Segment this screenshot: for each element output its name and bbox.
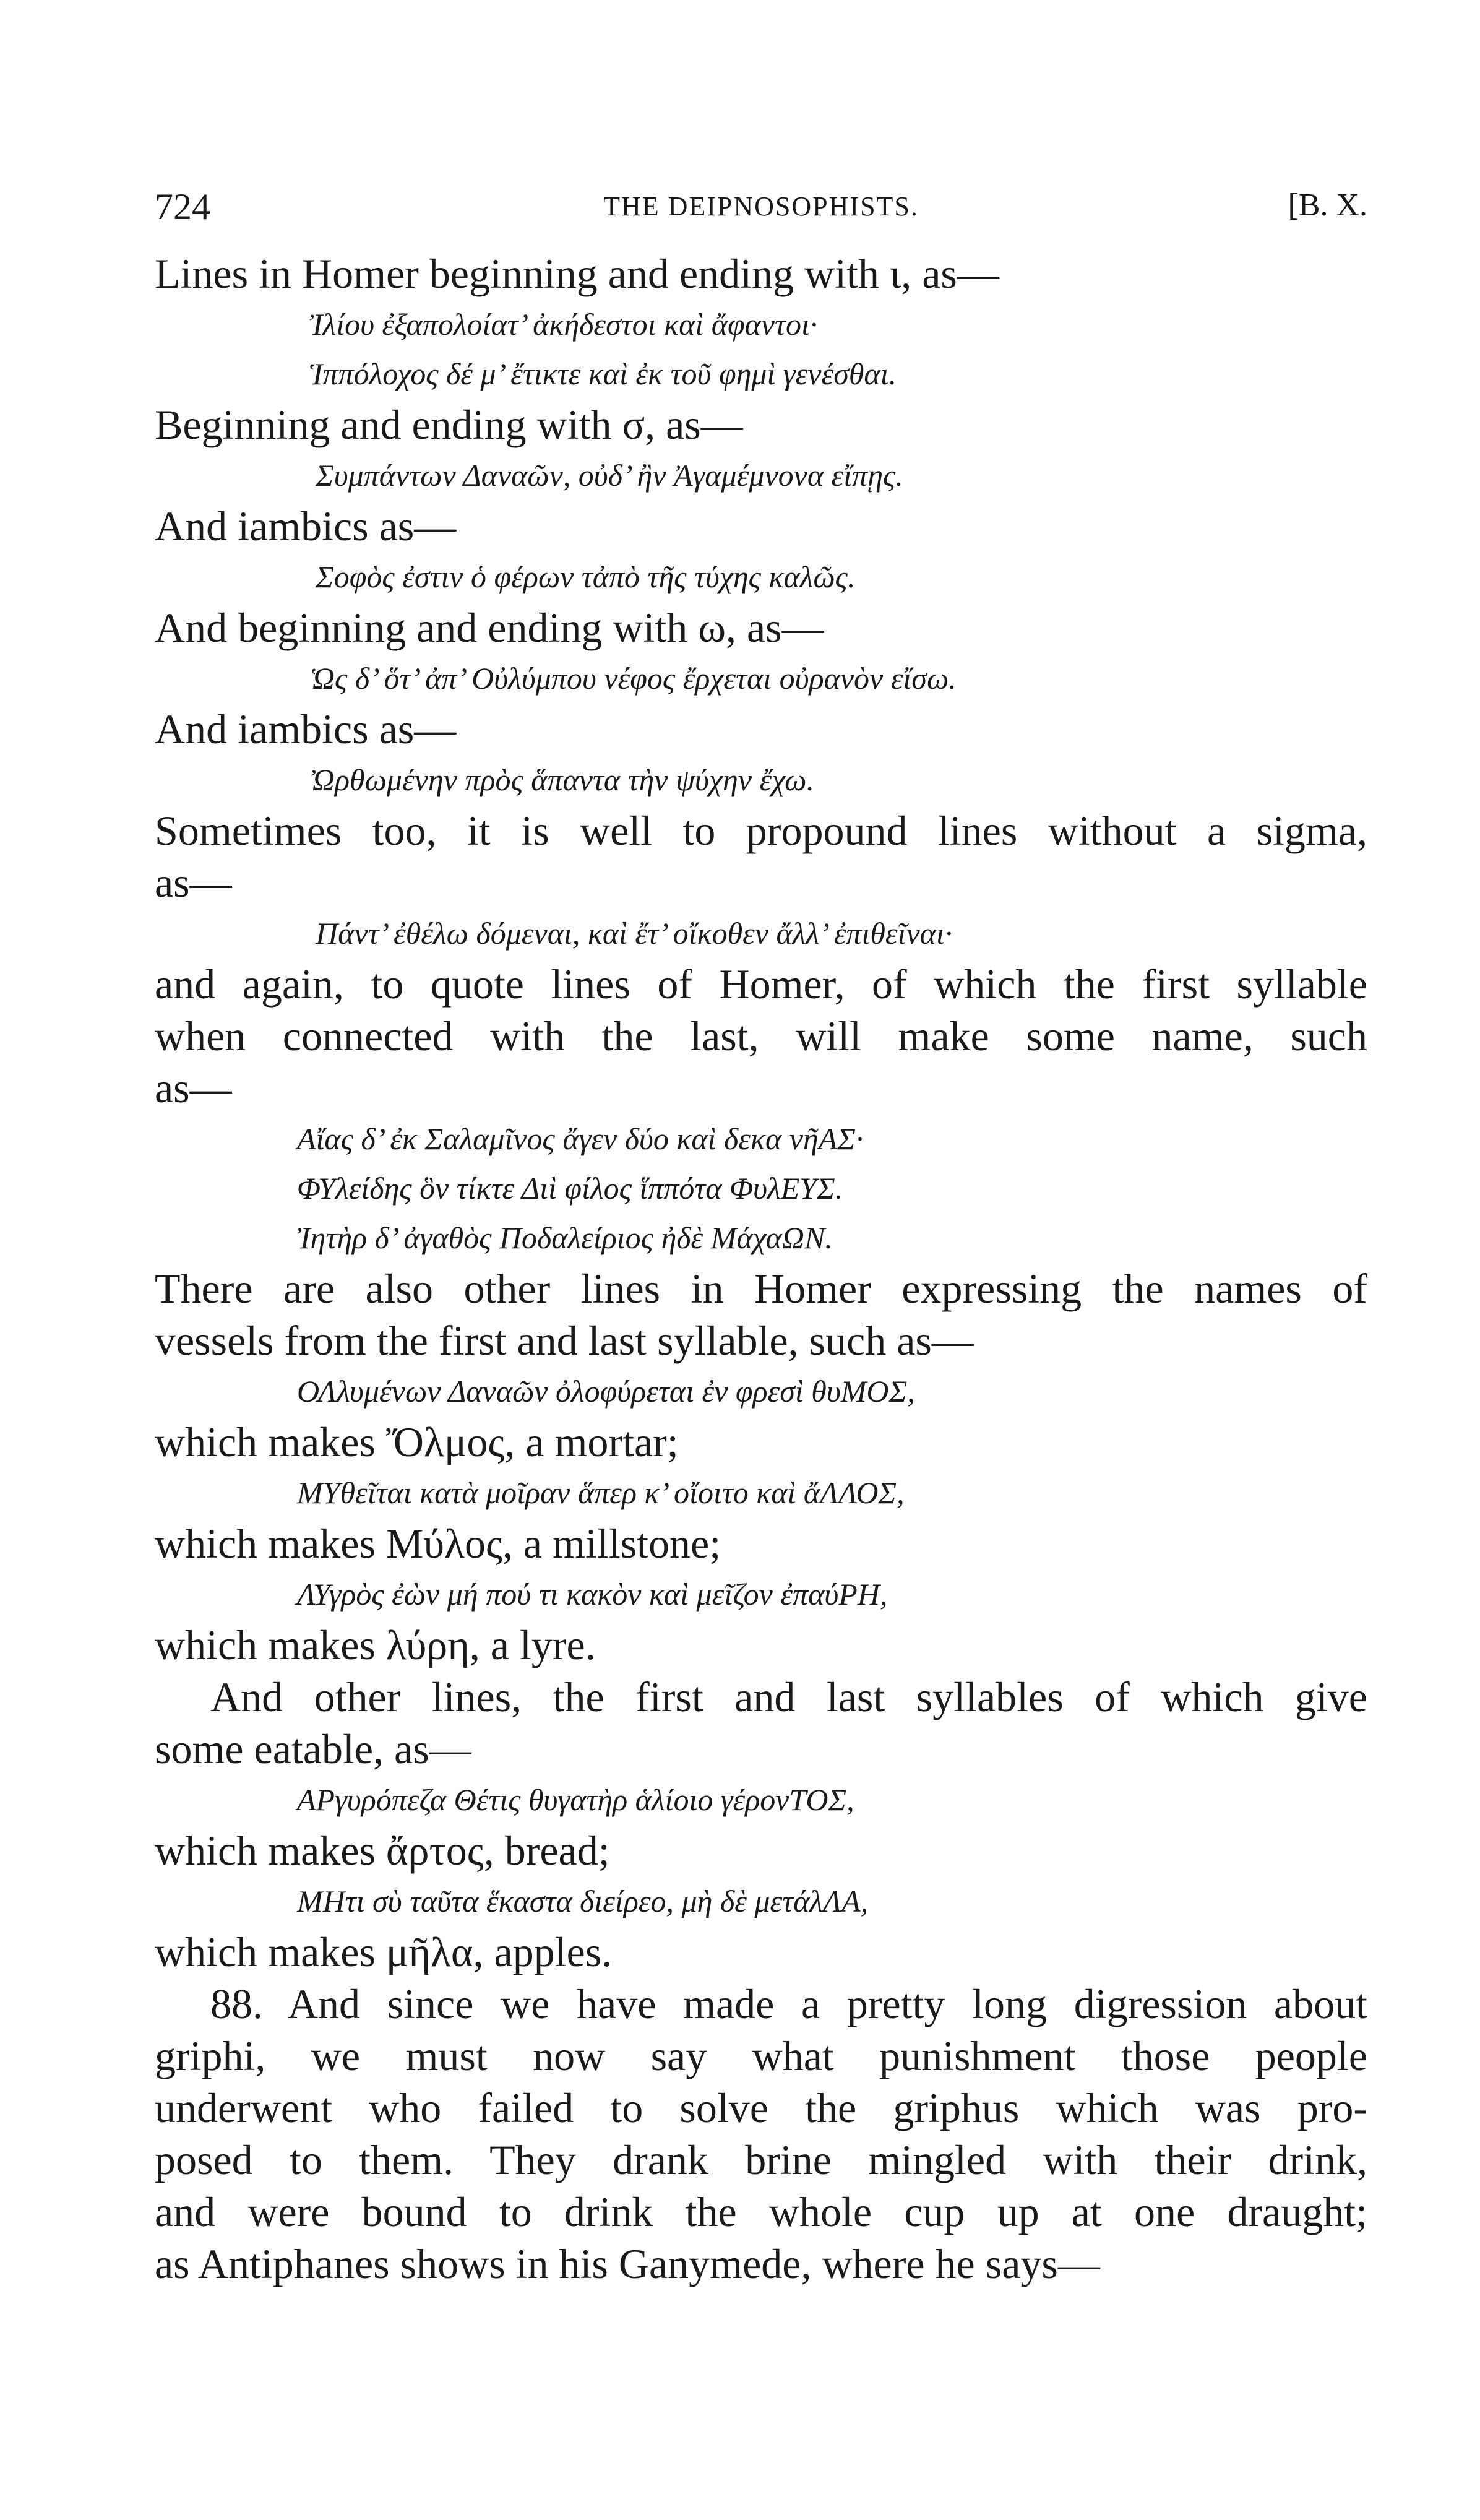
text-line: which makes μῆλα, apples. bbox=[155, 1928, 613, 1975]
text-line: posed to them. They drank brine mingled with their drink, bbox=[155, 2136, 1367, 2183]
page-header bbox=[155, 186, 1367, 248]
text-line: some eatable, as— bbox=[155, 1725, 471, 1772]
text-line: as Antiphanes shows in his Ganymede, where he says— bbox=[155, 2240, 1100, 2287]
greek-quote: Σοφὸς ἐστιν ὁ φέρων τἀπὸ τῆς τύχης καλῶς. bbox=[316, 559, 856, 594]
text-line: and were bound to drink the whole cup up at one draught; bbox=[155, 2188, 1367, 2235]
text-line: Sometimes too, it is well to propound lines without a sigma, bbox=[155, 807, 1367, 854]
section-marker: [B. X. bbox=[1288, 188, 1367, 223]
text-line: underwent who failed to solve the griphus which was pro- bbox=[155, 2084, 1367, 2131]
text-line: and again, to quote lines of Homer, of which the first syllable bbox=[155, 960, 1367, 1008]
text-line: vessels from the first and last syllable, such as— bbox=[155, 1317, 974, 1364]
text-line: as— bbox=[155, 1064, 232, 1111]
greek-quote: Συμπάντων Δαναῶν, οὐδ’ ἢν Ἀγαμέμνονα εἴπῃς. bbox=[316, 458, 903, 493]
greek-quote: ΜΥθεῖται κατὰ μοῖραν ἅπερ κ’ οἴοιτο καὶ ἄΛΛΟΣ, bbox=[297, 1475, 905, 1510]
text-line: Beginning and ending with σ, as— bbox=[155, 401, 743, 448]
text-line: when connected with the last, will make some name, such bbox=[155, 1012, 1367, 1059]
greek-quote: Πάντ’ ἐθέλω δόμεναι, καὶ ἔτ’ οἴκοθεν ἄλλ’ ἐπιθεῖναι· bbox=[316, 916, 953, 951]
greek-quote: ΟΛλυμένων Δαναῶν ὀλοφύρεται ἐν φρεσὶ θυΜΟΣ, bbox=[297, 1374, 915, 1409]
text-line: which makes Ὄλμος, a mortar; bbox=[155, 1418, 679, 1465]
running-title: THE DEIPNOSOPHISTS. bbox=[603, 191, 919, 222]
text-line: 88. And since we have made a pretty long digression about bbox=[210, 1980, 1367, 2027]
greek-quote: Ἰλίου ἐξαπολοίατ’ ἀκήδεστοι καὶ ἄφαντοι· bbox=[309, 307, 818, 342]
greek-quote: Αἴας δ’ ἐκ Σαλαμῖνος ἄγεν δύο καὶ δεκα νῆΑΣ· bbox=[297, 1121, 864, 1156]
greek-quote: Ἰητὴρ δ’ ἀγαθὸς Ποδαλείριος ἠδὲ ΜάχαΩΝ. bbox=[297, 1220, 833, 1255]
text-line: which makes ἄρτος, bread; bbox=[155, 1827, 610, 1874]
text-line: And beginning and ending with ω, as— bbox=[155, 604, 824, 651]
greek-quote: ΜΗτι σὺ ταῦτα ἕκαστα διείρεο, μὴ δὲ μετάλΛΑ, bbox=[297, 1884, 869, 1918]
text-line: which makes λύρη, a lyre. bbox=[155, 1621, 596, 1668]
greek-quote: Ὠρθωμένην πρὸς ἅπαντα τὴν ψύχην ἔχω. bbox=[309, 762, 814, 797]
greek-quote: ΛΥγρὸς ἐὼν μή πού τι κακὸν καὶ μεῖζον ἐπαύΡΗ, bbox=[297, 1577, 888, 1612]
page-number: 724 bbox=[155, 186, 210, 227]
text-line: There are also other lines in Homer expressing the names of bbox=[155, 1265, 1367, 1312]
text-line: And iambics as— bbox=[155, 706, 457, 753]
text-line: which makes Μύλος, a millstone; bbox=[155, 1520, 721, 1567]
text-line: Lines in Homer beginning and ending with ι, as— bbox=[155, 250, 999, 297]
text-line: griphi, we must now say what punishment those people bbox=[155, 2032, 1367, 2079]
text-line: as— bbox=[155, 859, 232, 906]
book-page bbox=[155, 186, 1367, 2290]
greek-quote: ΦΥλείδης ὃν τίκτε Διὶ φίλος ἵππότα ΦυλΕΥΣ. bbox=[297, 1171, 843, 1206]
greek-quote: ΑΡγυρόπεζα Θέτις θυγατὴρ ἁλίοιο γέρονΤΟΣ, bbox=[297, 1782, 854, 1817]
text-line: And other lines, the first and last syllables of which give bbox=[210, 1673, 1367, 1720]
text-line: And iambics as— bbox=[155, 503, 457, 550]
greek-quote: Ὡς δ’ ὅτ’ ἀπ’ Οὐλύμπου νέφος ἔρχεται οὐρανὸν εἴσω. bbox=[309, 661, 957, 696]
greek-quote: Ἱππόλοχος δέ μ’ ἔτικτε καὶ ἐκ τοῦ φημὶ γενέσθαι. bbox=[309, 356, 897, 391]
